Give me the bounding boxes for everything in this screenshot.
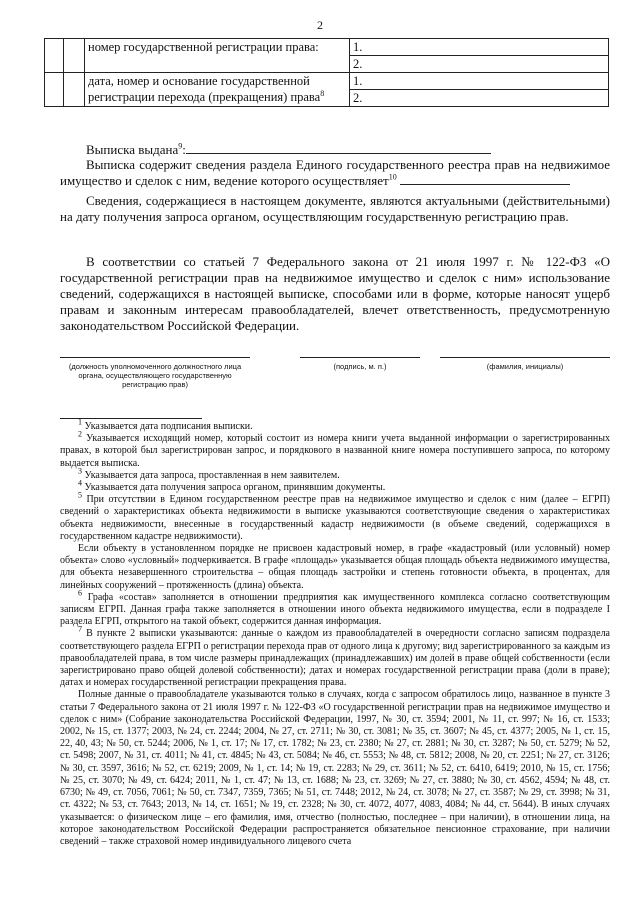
table-value: 2. bbox=[350, 56, 609, 73]
issued-tail: : bbox=[182, 142, 186, 157]
registration-table bbox=[44, 38, 609, 107]
signature-name-caption: (фамилия, инициалы) bbox=[440, 357, 610, 371]
table-label bbox=[85, 73, 350, 107]
footnote bbox=[60, 478, 610, 494]
signature-position-caption: (должность уполномоченного должностного лица органа, осуществляющего государственную регистрацию прав) bbox=[60, 357, 250, 389]
footnote-ref: 9 bbox=[178, 141, 183, 151]
footnote bbox=[60, 625, 610, 689]
footnote bbox=[60, 466, 610, 482]
signature-sign-caption: (подпись, м. п.) bbox=[300, 357, 420, 371]
table-row bbox=[45, 39, 609, 56]
footnote-number: 7 bbox=[78, 625, 82, 635]
footnote bbox=[60, 429, 610, 470]
footnote-text: Полные данные о правообладателе указываются только в случаях, когда с запросом обратилось лицо, названное в пункте 3 статьи 7 Федерального закона от 21 июля 1997 г. № 122-ФЗ «О государственной регистрации прав на недвижимое имущество и сделок с ним» (Собрание законодательства Российской Федерации, 1997, № 30, ст. 3594; 2001, № 11, ст. 997; № 16, ст. 1533; 2002, № 15, ст. 1377; 2003, № 24, ст. 2244; 2004, № 27, ст. 2711; № 30, ст. 3081; № 35, ст. 3607; № 45, ст. 4377; 2005, № 1, ст. 15, 22, 40, 43; № 50, ст. 5244; 2006, № 1, ст. 17; № 17, ст. 1782; № 23, ст. 2380; № 27, ст. 2881; № 30, ст. 3287; № 50, ст. 5279; № 52, ст. 5498; 2007, № 31, ст. 4011; № 41, ст. 4845; № 43, ст. 5084; № 46, ст. 5553; № 48, ст. 5812; 2008, № 20, ст. 2251; № 27, ст. 3126; № 30, ст. 3597, 3616; № 52, ст. 6219; 2009, № 1, ст. 14; № 19, ст. 2283; № 29, ст. 3611; № 52, ст. 6410, 6419; 2010, № 15, ст. 1756; № 25, ст. 3070; № 49, ст. 6424; 2011, № 1, ст. 47; № 13, ст. 1688; № 23, ст. 3269; № 27, ст. 3880; № 30, ст. 4562, 4594; № 48, ст. 6730; № 49, ст. 7056, 7061; № 50, ст. 7347, 7359, 7365; № 51, ст. 7448; 2012, № 24, ст. 3078; № 27, ст. 3587; № 29, ст. 3998; № 31, ст. 4322; № 53, ст. 7643; 2013, № 14, ст. 1651; № 19, ст. 2328; № 30, ст. 4072, 4077, 4083, 4084; № 44, ст. 5644). В иных случаях указывается: о физическом лице – его фамилия, имя, отчество (полностью, последнее – при наличии), в отношении лица, на которое законодательством Российской Федерации распространяется обязательное пенсионное страхование, при наличии сведений – также страховой номер индивидуального лицевого счета bbox=[60, 689, 610, 847]
law-para: В соответствии со статьей 7 Федерального закона от 21 июля 1997 г. № 122-ФЗ «О государственной регистрации прав на недвижимое имущество и сделок с ним» использование сведений, содержащихся в настоящей выписке, способами или в форме, которые наносят ущерб правам и законным интересам правообладателей, влечет ответственность, предусмотренную законодательством Российской Федерации. bbox=[60, 254, 610, 333]
contains-text: Выписка содержит сведения раздела Единого государственного реестра прав на недвижимое имущество и сделок с ним, ведение которого осуществляет bbox=[60, 157, 610, 188]
footnote bbox=[60, 417, 610, 433]
footnote-number: 2 bbox=[78, 429, 82, 439]
info-para: Сведения, содержащиеся в настоящем документе, являются актуальными (действительными) на дату получения запроса органом, осуществляющим государственную регистрацию прав. bbox=[60, 193, 610, 224]
signature-block bbox=[60, 357, 610, 393]
table-value: 1. bbox=[350, 39, 609, 56]
footnote-number: 5 bbox=[78, 490, 82, 500]
footnote-text: Графа «состав» заполняется в отношении предприятия как имущественного комплекса согласно соответствующим записям ЕГРП. Данная графа также заполняется в отношении иного объекта недвижимого имущества, если в подразделе I раздела ЕГРП, открытого на такой объект, содержится данная информация. bbox=[60, 591, 610, 628]
footnote-number: 6 bbox=[78, 588, 82, 598]
footnote-continuation bbox=[60, 543, 610, 592]
contains-para bbox=[60, 157, 610, 189]
footnote-text: Указывается исходящий номер, который состоит из номера книги учета выданной информации о зарегистрированных правах, в которой был зарегистрирован запрос, и порядкового в названной книге номера поступившего запроса, по которому выдается выписка. bbox=[60, 433, 610, 469]
table-row bbox=[45, 73, 609, 90]
footnote-text: В пункте 2 выписки указываются: данные о каждом из правообладателей в очередности согласно записям подраздела соответствующего раздела ЕГРП о регистрации перехода прав от одного лица к другому; вид зарегистрированного за каждым из правообладателей права, в том числе размеры принадлежащих (принадлежавших) им долей в праве общей собственности (если зарегистрировано право общей долевой собственности); датах и номерах государственной регистрации права (доли в праве); датах и номерах государственной регистрации прекращения права. bbox=[60, 628, 610, 689]
footnote-text: Указывается дата запроса, проставленная в нем заявителем. bbox=[84, 469, 340, 481]
footnote bbox=[60, 490, 611, 543]
footnotes bbox=[60, 417, 611, 848]
footnote-number: 4 bbox=[78, 478, 82, 488]
issued-line bbox=[60, 142, 610, 158]
issued-blank bbox=[186, 153, 491, 154]
footnote-text: При отсутствии в Едином государственном реестре прав на недвижимое имущество и сделок с ним (далее – ЕГРП) сведений о характеристиках объекта недвижимости в выписке указываются соответствующие сведения о характеристиках объекта недвижимости, внесенные в государственный кадастр недвижимости (в объеме сведений, содержащихся в государственном кадастре недвижимости). bbox=[60, 494, 611, 542]
contains-blank bbox=[400, 184, 570, 185]
page-number: 2 bbox=[317, 18, 323, 32]
footnote-ref: 8 bbox=[320, 88, 325, 98]
table-label: номер государственной регистрации права: bbox=[85, 39, 350, 73]
footnote-number: 1 bbox=[78, 417, 82, 427]
footnote-text: Если объекту в установленном порядке не присвоен кадастровый номер, в графе «кадастровый (или условный) номер объекта» слово «условный» подчеркивается. В графе «площадь» указывается общая площадь объекта недвижимого имущества, для объекта незавершенного строительства – общая площадь застройки и степень готовности объекта, в процентах, для линейных сооружений – протяженность (длина) объекта. bbox=[60, 543, 610, 591]
table-value: 1. bbox=[350, 73, 609, 90]
footnote bbox=[60, 588, 610, 629]
table-value: 2. bbox=[350, 90, 609, 107]
footnote-continuation bbox=[60, 689, 610, 848]
table-label-text: дата, номер и основание государственной регистрации перехода (прекращения) права bbox=[88, 74, 321, 104]
footnote-text: Указывается дата получения запроса органом, принявшим документы. bbox=[84, 482, 386, 494]
footnote-ref: 10 bbox=[388, 172, 397, 182]
issued-text: Выписка выдана bbox=[86, 142, 179, 157]
footnote-number: 3 bbox=[78, 466, 82, 476]
footnote-text: Указывается дата подписания выписки. bbox=[84, 421, 253, 432]
